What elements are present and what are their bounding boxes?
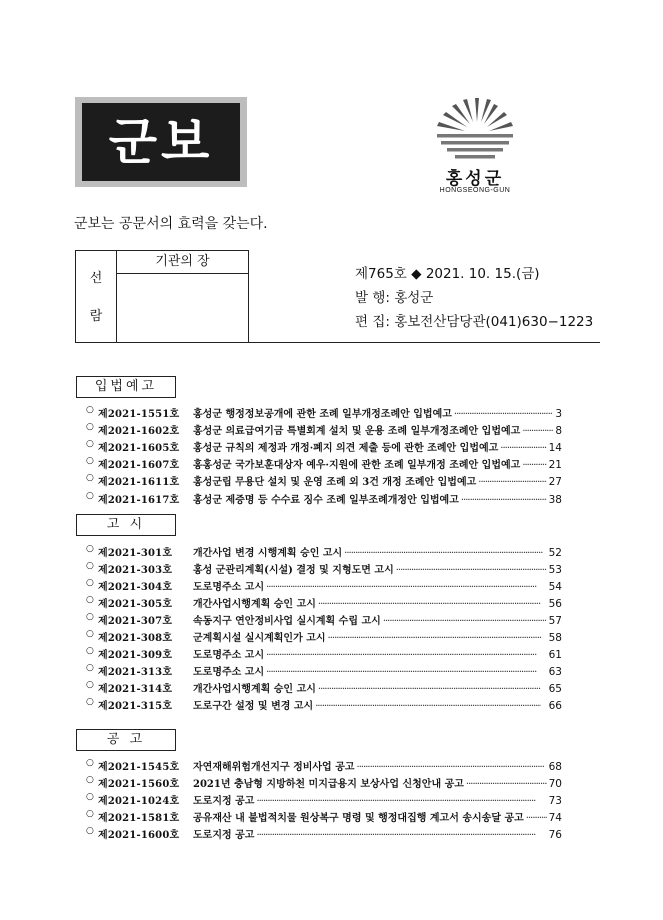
entry-page: 66 (548, 700, 562, 712)
masthead-title: 군보 (82, 103, 240, 181)
entry-code: 제2021-1551호 (98, 409, 180, 420)
bullet-icon: ○ (86, 473, 94, 484)
entry-code: 제2021-301호 (98, 548, 173, 559)
section-heading: 공 고 (76, 729, 176, 751)
leader-dots (466, 779, 547, 790)
toc-entry[interactable] (86, 629, 562, 646)
entry-code: 제2021-1607호 (98, 460, 180, 472)
bullet-icon: ○ (86, 595, 94, 605)
toc-entry[interactable] (86, 595, 562, 612)
entry-code: 제2021-1611호 (98, 477, 180, 489)
toc-entry[interactable] (86, 758, 562, 775)
bullet-icon: ○ (86, 792, 94, 803)
entry-title: 홍성 군관리계획(시설) 결정 및 지형도면 고시 (193, 565, 394, 576)
toc-entry[interactable] (86, 439, 562, 456)
entry-title: 개간사업시행계획 승인 고시 (193, 684, 316, 695)
bullet-icon: ○ (86, 775, 94, 786)
leader-dots (266, 582, 537, 593)
entry-title: 홍성군 행정정보공개에 관한 조례 일부개정조례안 입법예고 (193, 409, 452, 420)
entry-page: 52 (548, 547, 562, 559)
leader-dots (526, 813, 547, 824)
entry-page: 70 (548, 778, 562, 791)
toc-entry[interactable] (86, 405, 562, 422)
toc-entry[interactable] (86, 697, 562, 714)
entry-title: 홍성군립 무용단 설치 및 운영 조례 외 3건 개정 조례안 입법예고 (193, 477, 477, 489)
entry-title: 홍성군 의료급여기금 특별회계 설치 및 운용 조례 일부개정조례안 입법예고 (193, 426, 521, 438)
leader-dots (522, 426, 553, 437)
toc-entry[interactable] (86, 578, 562, 595)
bullet-icon: ○ (86, 826, 94, 837)
leader-dots (357, 762, 545, 773)
entry-title: 개간사업시행계획 승인 고시 (193, 599, 316, 610)
bullet-icon: ○ (86, 439, 94, 450)
entry-title: 2021년 충남형 지방하천 미지급용지 보상사업 신청안내 공고 (193, 779, 464, 791)
leader-dots (318, 684, 541, 695)
entry-code: 제2021-1602호 (98, 426, 180, 438)
bullet-icon: ○ (86, 680, 94, 690)
entry-code: 제2021-307호 (98, 616, 173, 627)
entry-page: 74 (548, 812, 562, 825)
bullet-icon: ○ (86, 561, 94, 571)
circulation-box (75, 250, 249, 343)
toc-entry[interactable] (86, 646, 562, 663)
entry-code: 제2021-303호 (98, 565, 173, 576)
entry-page: 76 (548, 829, 562, 842)
entry-page: 63 (548, 666, 562, 678)
entry-page: 54 (548, 581, 562, 593)
entry-page: 53 (548, 564, 562, 576)
entry-code: 제2021-1545호 (98, 762, 180, 773)
circulation-label-top: 선 (89, 271, 103, 286)
entry-title: 군계획시설 실시계획인가 고시 (193, 633, 326, 644)
entry-page: 38 (548, 493, 562, 506)
entry-title: 홍성군 제증명 등 수수료 징수 조례 일부조례개정안 입법예고 (193, 494, 459, 506)
masthead (75, 97, 247, 187)
entry-page: 3 (555, 408, 562, 420)
toc-entry[interactable] (86, 809, 562, 826)
bullet-icon: ○ (86, 663, 94, 673)
leader-dots (318, 599, 541, 610)
entry-code: 제2021-308호 (98, 633, 173, 644)
leader-dots (383, 616, 546, 627)
bullet-icon: ○ (86, 758, 94, 768)
leader-dots (256, 830, 536, 841)
entry-code: 제2021-314호 (98, 684, 173, 695)
toc-entry[interactable] (86, 826, 562, 843)
bullet-icon: ○ (86, 629, 94, 639)
entry-page: 58 (548, 632, 562, 644)
entry-title: 도로구간 설정 및 변경 고시 (193, 701, 314, 712)
entry-title: 도로명주소 고시 (193, 582, 265, 593)
logo-name: 홍성군 (445, 169, 505, 189)
bullet-icon: ○ (86, 809, 94, 820)
entry-page: 27 (548, 476, 562, 489)
leader-dots (396, 565, 547, 576)
bullet-icon: ○ (86, 578, 94, 588)
entry-title: 도로명주소 고시 (193, 667, 265, 678)
toc-entry[interactable] (86, 456, 562, 473)
entry-title: 공유재산 내 불법적치물 원상복구 명령 및 행정대집행 계고서 송시송달 공고 (193, 813, 524, 825)
entry-page: 21 (548, 459, 562, 472)
toc-entry[interactable] (86, 775, 562, 792)
bullet-icon: ○ (86, 405, 94, 415)
leader-dots (478, 477, 546, 488)
leader-dots (256, 796, 536, 807)
entry-title: 도로명주소 고시 (193, 650, 265, 661)
entry-title: 도로지정 공고 (193, 796, 255, 808)
publisher: 발 행: 홍성군 (355, 290, 434, 306)
entry-title: 개간사업 변경 시행계획 승인 고시 (193, 548, 343, 559)
entry-page: 14 (548, 442, 562, 455)
leader-dots (461, 495, 547, 506)
bullet-icon: ○ (86, 612, 94, 622)
bullet-icon: ○ (86, 646, 94, 656)
entry-page: 73 (548, 795, 562, 808)
entry-title: 홍성군 규칙의 제정과 개정·폐지 의견 제출 등에 관한 조례안 입법예고 (193, 443, 499, 455)
entry-code: 제2021-1600호 (98, 830, 180, 842)
logo-name-en: HONGSEONG-GUN (439, 187, 511, 194)
toc-entry[interactable] (86, 473, 562, 490)
leader-dots (266, 650, 537, 661)
circulation-label-column (76, 251, 117, 343)
header-divider (75, 342, 600, 343)
entry-code: 제2021-315호 (98, 701, 173, 712)
toc-entry[interactable] (86, 663, 562, 680)
entry-page: 61 (548, 649, 562, 661)
bullet-icon: ○ (86, 490, 94, 501)
leader-dots (266, 667, 537, 678)
entry-code: 제2021-309호 (98, 650, 173, 661)
entry-title: 자연재해위험개선지구 정비사업 공고 (193, 762, 355, 773)
circulation-header: 기관의 장 (117, 251, 248, 274)
toc-entry[interactable] (86, 544, 562, 561)
entry-code: 제2021-305호 (98, 599, 173, 610)
entry-page: 8 (555, 425, 562, 438)
entry-page: 68 (548, 761, 562, 773)
toc-entry[interactable] (86, 422, 562, 439)
bullet-icon: ○ (86, 697, 94, 707)
tagline: 군보는 공문서의 효력을 갖는다. (74, 216, 268, 232)
entry-title: 도로지정 공고 (193, 830, 255, 842)
issue-number-date: 제765호 ◆ 2021. 10. 15.(금) (355, 266, 540, 282)
section-heading: 입법예고 (76, 376, 176, 398)
bullet-icon: ○ (86, 544, 94, 554)
circulation-label-bottom: 람 (89, 309, 103, 324)
hongseong-logo (425, 96, 525, 206)
leader-dots (500, 443, 546, 454)
entry-page: 56 (548, 598, 562, 610)
toc-entry[interactable] (86, 561, 562, 578)
editor: 편 집: 홍보전산담당관(041)630−1223 (355, 314, 594, 330)
toc-entry[interactable] (86, 792, 562, 809)
leader-dots (315, 701, 541, 712)
entry-page: 57 (548, 615, 562, 627)
entry-code: 제2021-1605호 (98, 443, 180, 455)
entry-page: 65 (548, 683, 562, 695)
toc-entry[interactable] (86, 491, 562, 508)
leader-dots (454, 409, 552, 420)
entry-code: 제2021-1581호 (98, 813, 180, 825)
bullet-icon: ○ (86, 456, 94, 467)
leader-dots (522, 460, 546, 471)
bullet-icon: ○ (86, 422, 94, 433)
toc-entry[interactable] (86, 612, 562, 629)
entry-title: 속동지구 연안정비사업 실시계획 수립 고시 (193, 616, 381, 627)
leader-dots (344, 548, 543, 559)
entry-code: 제2021-1024호 (98, 796, 180, 808)
sunburst-emblem-icon (433, 96, 517, 162)
entry-code: 제2021-1560호 (98, 779, 180, 791)
entry-code: 제2021-313호 (98, 667, 173, 678)
entry-code: 제2021-304호 (98, 582, 173, 593)
section-heading: 고 시 (76, 514, 176, 536)
entry-code: 제2021-1617호 (98, 494, 180, 506)
toc-entry[interactable] (86, 680, 562, 697)
leader-dots (328, 633, 542, 644)
entry-title: 홍홍성군 국가보훈대상자 예우·지원에 관한 조례 일부개정 조례안 입법예고 (193, 460, 521, 472)
